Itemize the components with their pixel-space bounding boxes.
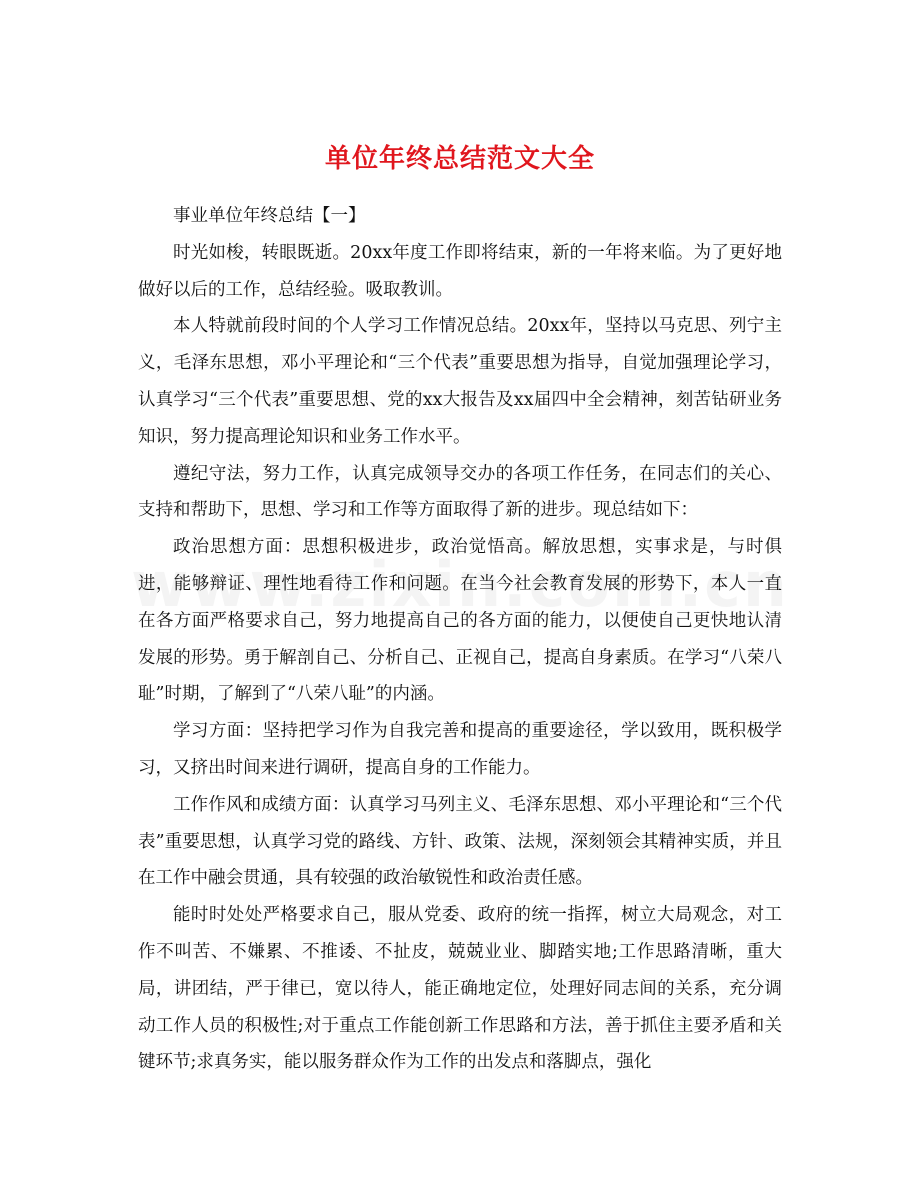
paragraph-intro: 时光如梭，转眼既逝。20xx年度工作即将结束，新的一年将来临。为了更好地做好以后的工作，总结经验。吸取教训。 — [138, 242, 782, 300]
paragraph-self-requirement: 能时时处处严格要求自己，服从党委、政府的统一指挥，树立大局观念，对工作不叫苦、不嫌累、不推诿、不扯皮，兢兢业业、脚踏实地;工作思路清晰，重大局，讲团结，严于律已，宽以待人，能正确地定位，处理好同志间的关系，充分调动工作人员的积极性;对于重点工作能创新工作思路和方法，善于抓住主要矛盾和关键环节;求真务实，能以服务群众作为工作的出发点和落脚点，强化 — [138, 905, 782, 1073]
paragraph-learning: 学习方面：坚持把学习作为自我完善和提高的重要途径，学以致用，既积极学习，又挤出时间来进行调研，提高自身的工作能力。 — [138, 721, 782, 778]
section-heading: 事业单位年终总结【一】 — [173, 206, 366, 226]
paragraph-discipline: 遵纪守法，努力工作，认真完成领导交办的各项工作任务，在同志们的关心、支持和帮助下，思想、学习和工作等方面取得了新的进步。现总结如下： — [138, 463, 782, 521]
paragraph-political-thought: 政治思想方面：思想积极进步，政治觉悟高。解放思想，实事求是，与时俱进，能够辩证、理性地看待工作和问题。在当今社会教育发展的形势下，本人一直在各方面严格要求自己，努力地提高自己的各方面的能力，以便使自己更快地认清发展的形势。勇于解剖自己、分析自己、正视自己，提高自身素质。在学习“八荣八耻”时期，了解到了“八荣八耻”的内涵。 — [138, 537, 782, 705]
paragraph-study-summary: 本人特就前段时间的个人学习工作情况总结。20xx年，坚持以马克思、列宁主义，毛泽东思想，邓小平理论和“三个代表”重要思想为指导，自觉加强理论学习，认真学习“三个代表”重要思想、党的xx大报告及xx届四中全会精神，刻苦钻研业务知识，努力提高理论知识和业务工作水平。 — [138, 316, 782, 447]
document-body — [138, 198, 782, 1081]
document-title: 单位年终总结范文大全 — [324, 144, 595, 175]
paragraph-work-style: 工作作风和成绩方面：认真学习马列主义、毛泽东思想、邓小平理论和“三个代表”重要思想，认真学习党的路线、方针、政策、法规，深刻领会其精神实质，并且在工作中融会贯通，具有较强的政治敏锐性和政治责任感。 — [138, 794, 782, 889]
